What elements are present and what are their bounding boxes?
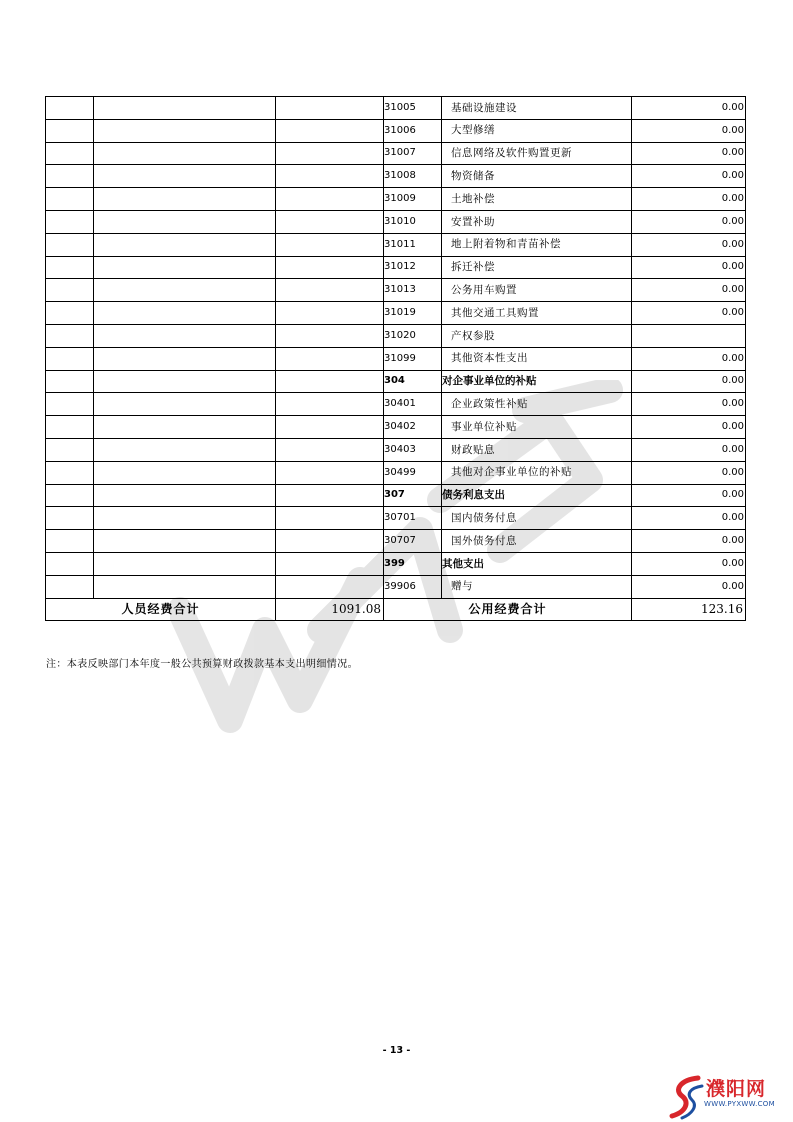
item-amount: 0.00 [632, 370, 746, 393]
empty-cell-1 [46, 233, 94, 256]
empty-cell-1 [46, 97, 94, 120]
table-row [46, 165, 746, 188]
economic-code: 30701 [384, 507, 442, 530]
table-row [46, 142, 746, 165]
table-row [46, 256, 746, 279]
economic-code: 30499 [384, 461, 442, 484]
economic-code: 31009 [384, 188, 442, 211]
table-row [46, 416, 746, 439]
empty-cell-1 [46, 484, 94, 507]
empty-cell-1 [46, 438, 94, 461]
empty-cell-3 [276, 347, 384, 370]
economic-code: 31012 [384, 256, 442, 279]
empty-cell-1 [46, 188, 94, 211]
item-name: 物资储备 [442, 165, 632, 188]
empty-cell-2 [94, 279, 276, 302]
empty-cell-3 [276, 142, 384, 165]
personnel-total-amount: 1091.08 [276, 598, 384, 621]
item-amount: 0.00 [632, 119, 746, 142]
site-logo[interactable] [668, 1072, 793, 1120]
empty-cell-3 [276, 393, 384, 416]
item-amount [632, 324, 746, 347]
table-row [46, 210, 746, 233]
table-row [46, 188, 746, 211]
economic-code: 31010 [384, 210, 442, 233]
empty-cell-1 [46, 279, 94, 302]
logo-title: 濮阳网 [706, 1078, 767, 1100]
item-amount: 0.00 [632, 165, 746, 188]
empty-cell-3 [276, 438, 384, 461]
item-name: 拆迁补偿 [442, 256, 632, 279]
logo-swirl-icon [668, 1072, 708, 1120]
empty-cell-3 [276, 461, 384, 484]
economic-code: 30707 [384, 530, 442, 553]
economic-code: 30402 [384, 416, 442, 439]
economic-code: 31011 [384, 233, 442, 256]
empty-cell-1 [46, 393, 94, 416]
item-amount: 0.00 [632, 575, 746, 598]
item-name: 企业政策性补贴 [442, 393, 632, 416]
economic-code: 39906 [384, 575, 442, 598]
empty-cell-3 [276, 119, 384, 142]
empty-cell-2 [94, 575, 276, 598]
table-row [46, 302, 746, 325]
empty-cell-2 [94, 97, 276, 120]
empty-cell-1 [46, 575, 94, 598]
empty-cell-2 [94, 393, 276, 416]
empty-cell-1 [46, 552, 94, 575]
economic-code: 31099 [384, 347, 442, 370]
empty-cell-2 [94, 210, 276, 233]
item-name: 信息网络及软件购置更新 [442, 142, 632, 165]
public-total-amount: 123.16 [632, 598, 746, 621]
empty-cell-2 [94, 256, 276, 279]
table-row [46, 438, 746, 461]
item-name: 其他对企事业单位的补贴 [442, 461, 632, 484]
empty-cell-2 [94, 188, 276, 211]
table-row [46, 279, 746, 302]
empty-cell-3 [276, 484, 384, 507]
empty-cell-1 [46, 165, 94, 188]
empty-cell-2 [94, 552, 276, 575]
empty-cell-1 [46, 347, 94, 370]
economic-code: 31008 [384, 165, 442, 188]
empty-cell-3 [276, 302, 384, 325]
empty-cell-3 [276, 530, 384, 553]
item-name: 其他资本性支出 [442, 347, 632, 370]
empty-cell-1 [46, 324, 94, 347]
table-row [46, 347, 746, 370]
table-row [46, 233, 746, 256]
item-name: 对企事业单位的补贴 [442, 370, 632, 393]
empty-cell-1 [46, 461, 94, 484]
empty-cell-3 [276, 165, 384, 188]
expenditure-table [45, 96, 746, 621]
item-name: 国内债务付息 [442, 507, 632, 530]
economic-code: 30403 [384, 438, 442, 461]
economic-code: 31005 [384, 97, 442, 120]
table-row [46, 507, 746, 530]
empty-cell-2 [94, 530, 276, 553]
empty-cell-1 [46, 142, 94, 165]
empty-cell-3 [276, 233, 384, 256]
item-name: 其他交通工具购置 [442, 302, 632, 325]
economic-code: 31013 [384, 279, 442, 302]
empty-cell-2 [94, 142, 276, 165]
economic-code: 31019 [384, 302, 442, 325]
empty-cell-2 [94, 484, 276, 507]
item-name: 基础设施建设 [442, 97, 632, 120]
empty-cell-3 [276, 324, 384, 347]
item-amount: 0.00 [632, 484, 746, 507]
table-row [46, 484, 746, 507]
empty-cell-2 [94, 233, 276, 256]
economic-code: 31020 [384, 324, 442, 347]
empty-cell-2 [94, 416, 276, 439]
item-name: 赠与 [442, 575, 632, 598]
economic-code: 31007 [384, 142, 442, 165]
item-amount: 0.00 [632, 507, 746, 530]
logo-url: WWW.PYXWW.COM [704, 1100, 775, 1108]
item-amount: 0.00 [632, 416, 746, 439]
item-name: 财政贴息 [442, 438, 632, 461]
item-amount: 0.00 [632, 210, 746, 233]
table-row [46, 461, 746, 484]
empty-cell-1 [46, 530, 94, 553]
empty-cell-3 [276, 97, 384, 120]
table-row [46, 370, 746, 393]
empty-cell-1 [46, 507, 94, 530]
empty-cell-3 [276, 552, 384, 575]
item-amount: 0.00 [632, 97, 746, 120]
item-name: 大型修缮 [442, 119, 632, 142]
empty-cell-2 [94, 370, 276, 393]
empty-cell-3 [276, 370, 384, 393]
empty-cell-1 [46, 210, 94, 233]
table-row [46, 393, 746, 416]
empty-cell-2 [94, 507, 276, 530]
item-name: 安置补助 [442, 210, 632, 233]
item-amount: 0.00 [632, 530, 746, 553]
table-row [46, 97, 746, 120]
economic-code: 31006 [384, 119, 442, 142]
item-name: 债务利息支出 [442, 484, 632, 507]
economic-code: 399 [384, 552, 442, 575]
item-name: 公务用车购置 [442, 279, 632, 302]
item-amount: 0.00 [632, 233, 746, 256]
item-amount: 0.00 [632, 279, 746, 302]
item-name: 土地补偿 [442, 188, 632, 211]
item-amount: 0.00 [632, 188, 746, 211]
empty-cell-3 [276, 279, 384, 302]
item-name: 产权参股 [442, 324, 632, 347]
footnote: 注：本表反映部门本年度一般公共预算财政拨款基本支出明细情况。 [46, 659, 358, 670]
table-row [46, 530, 746, 553]
empty-cell-2 [94, 165, 276, 188]
public-total-label: 公用经费合计 [384, 598, 632, 621]
item-name: 国外债务付息 [442, 530, 632, 553]
empty-cell-1 [46, 302, 94, 325]
personnel-total-label: 人员经费合计 [46, 598, 276, 621]
empty-cell-1 [46, 256, 94, 279]
empty-cell-3 [276, 507, 384, 530]
item-amount: 0.00 [632, 142, 746, 165]
empty-cell-2 [94, 347, 276, 370]
empty-cell-2 [94, 302, 276, 325]
item-name: 其他支出 [442, 552, 632, 575]
empty-cell-2 [94, 461, 276, 484]
totals-row [46, 598, 746, 621]
item-amount: 0.00 [632, 302, 746, 325]
empty-cell-3 [276, 188, 384, 211]
page-number: - 13 - [382, 1045, 411, 1056]
empty-cell-3 [276, 416, 384, 439]
economic-code: 307 [384, 484, 442, 507]
empty-cell-3 [276, 210, 384, 233]
item-name: 地上附着物和青苗补偿 [442, 233, 632, 256]
table-row [46, 119, 746, 142]
table-row [46, 575, 746, 598]
empty-cell-2 [94, 324, 276, 347]
empty-cell-3 [276, 575, 384, 598]
empty-cell-1 [46, 416, 94, 439]
empty-cell-2 [94, 438, 276, 461]
item-amount: 0.00 [632, 393, 746, 416]
empty-cell-2 [94, 119, 276, 142]
empty-cell-3 [276, 256, 384, 279]
item-amount: 0.00 [632, 438, 746, 461]
economic-code: 30401 [384, 393, 442, 416]
empty-cell-1 [46, 370, 94, 393]
table-row [46, 552, 746, 575]
item-amount: 0.00 [632, 552, 746, 575]
item-name: 事业单位补贴 [442, 416, 632, 439]
empty-cell-1 [46, 119, 94, 142]
item-amount: 0.00 [632, 256, 746, 279]
item-amount: 0.00 [632, 461, 746, 484]
item-amount: 0.00 [632, 347, 746, 370]
table-row [46, 324, 746, 347]
economic-code: 304 [384, 370, 442, 393]
